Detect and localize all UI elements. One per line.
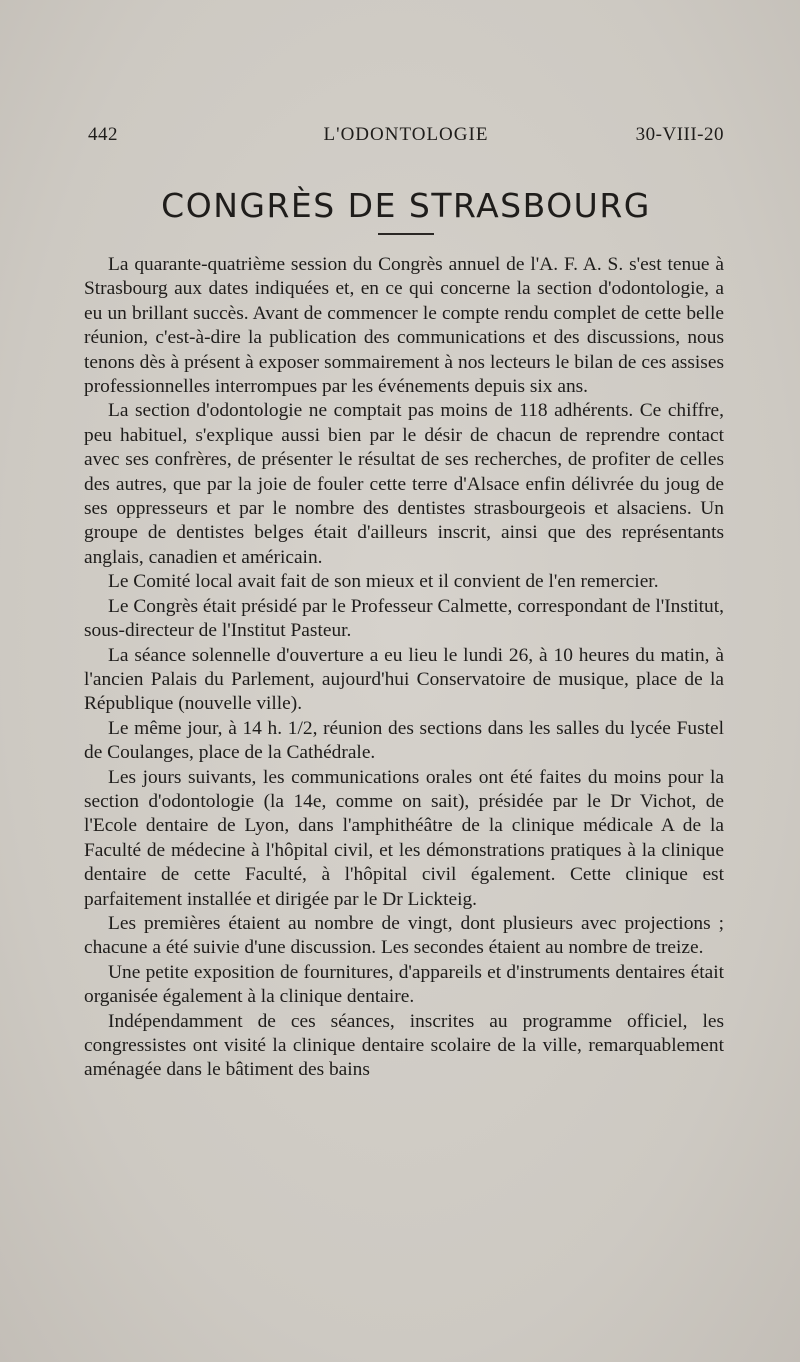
running-header [88, 124, 724, 150]
paragraph: Les premières étaient au nombre de vingt, dont plusieurs avec projections ; chacune a été suivie d'une discussion. Les secondes étaient au nombre de treize. [84, 912, 724, 959]
title-divider [378, 233, 434, 235]
page-number: 442 [88, 124, 118, 145]
journal-title: L'ODONTOLOGIE [323, 124, 489, 145]
paragraph: Indépendamment de ces séances, inscrites au programme officiel, les congressistes ont visité la clinique dentaire scolaire de la ville, remarquablement aménagée dans le bâtiment des bains [84, 1010, 724, 1081]
paragraph: Le Congrès était présidé par le Professeur Calmette, correspondant de l'Institut, sous-directeur de l'Institut Pasteur. [84, 595, 724, 642]
paragraph: Le Comité local avait fait de son mieux et il convient de l'en remercier. [108, 571, 659, 593]
paragraph: La section d'odontologie ne comptait pas moins de 118 adhérents. Ce chiffre, peu habituel, s'explique aussi bien par le désir de chacun de reprendre contact avec ses confrères, de présenter le résultat de ses recherches, de profiter de celles des autres, que par la joie de fouler cette terre d'Alsace enfin délivrée du joug de ses oppresseurs et par le nombre des dentistes strasbourgeois et alsaciens. Un groupe de dentistes belges était d'ailleurs inscrit, ainsi que des représentants anglais, canadien et américain. [84, 400, 724, 568]
paragraph: Le même jour, à 14 h. 1/2, réunion des sections dans les salles du lycée Fustel de Coulanges, place de la Cathédrale. [84, 717, 724, 764]
paragraph: Une petite exposition de fournitures, d'appareils et d'instruments dentaires était organisée également à la clinique dentaire. [84, 961, 724, 1008]
issue-date: 30-VIII-20 [635, 124, 724, 145]
paragraph: La quarante-quatrième session du Congrès annuel de l'A. F. A. S. s'est tenue à Strasbourg aux dates indiquées et, en ce qui concerne la section d'odontologie, a eu un brillant succès. Avant de commencer le compte rendu complet de cette belle réunion, c'est-à-dire la publication des communications et des discussions, nous tenons dès à présent à exposer sommairement à nos lecteurs le bilan de ces assises professionnelles interrompues par les événements depuis six ans. [84, 254, 724, 398]
paragraph: Les jours suivants, les communications orales ont été faites du moins pour la section d'odontologie (la 14e, comme on sait), présidée par le Dr Vichot, de l'Ecole dentaire de Lyon, dans l'amphithéâtre de la clinique médicale A de la Faculté de médecine à l'hôpital civil, et les démonstrations pratiques à la clinique dentaire de cette Faculté, à l'hôpital civil également. Cette clinique est parfaitement installée et dirigée par le Dr Lickteig. [84, 766, 724, 910]
paragraph: La séance solennelle d'ouverture a eu lieu le lundi 26, à 10 heures du matin, à l'ancien Palais du Parlement, aujourd'hui Conservatoire de musique, place de la République (nouvelle ville). [84, 644, 724, 715]
article-title: CONGRÈS DE STRASBOURG [161, 186, 651, 225]
article-body [84, 253, 724, 1083]
